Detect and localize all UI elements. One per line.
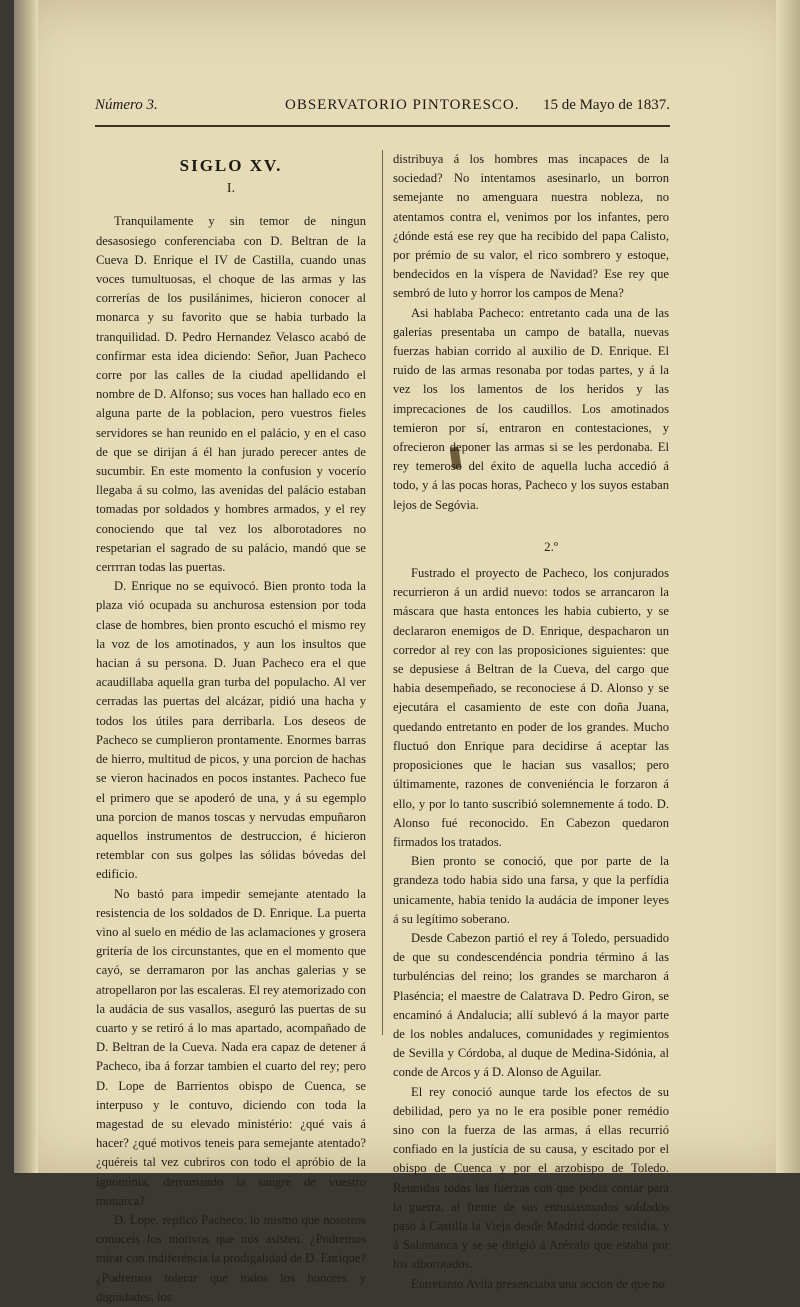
binding-edge	[14, 0, 38, 1173]
paragraph: D. Lope, replicó Pacheco, lo mismo que nosotros conoceis los motivos que nos asisten. ¿Podremos mirar con indiferéncia la prodigalidad de D. Enrique? ¿Podremos tolerar que todos los honores y dignidades, los	[96, 1212, 366, 1304]
paragraph: Bien pronto se conoció, que por parte de la grandeza todo habia sido una farsa, y que la perfídia unicamente, habia tenido la audácia de imponer leyes á su legítimo soberano.	[393, 854, 669, 926]
paragraph: No bastó para impedir semejante atentado la resistencia de los soldados de D. Enrique. La puerta vino al suelo en médio de las aclamaciones y grosera gritería de los circunstantes, que en el momento que cayó, se derramaron por las anchas galerias y se atropellaron por las escaleras. El rey atemorizado con la audácia de sus vasallos, aseguró las puertas de su cuarto y se retiró á lo mas apartado, acompañado de D. Beltran de la Cueva. Nada era capaz de detener á Pacheco, iba á forzar tambien el cuarto del rey; pero D. Lope de Barrientos obispo de Cuenca, se interpuso y le contuvo, diciendo con toda la magestad de su elevado ministério: ¿qué vais á hacer? ¿qué motivos teneis para semejante atentado? ¿quéreis tal vez cubriros con todo el apróbio de la ignominia, derramando la sangre de vuestro monarca?	[96, 886, 366, 1208]
paragraph: D. Enrique no se equivocó. Bien pronto toda la plaza vió ocupada su anchurosa estension por toda clase de hombres, bien pronto escuchó el mismo rey la voz de los amotinados, y aun los insultos que hacian á su persona. D. Juan Pacheco era el que acaudillaba aquella gran turba del populacho. Al ver cerradas las puertas del alcázar, pidió una hacha y todos los útiles para derribarla. Los deseos de Pacheco se cumplieron prontamente. Enormes barras de hierro, multitud de picos, y una porcion de hachas se vieron hacinados en pocos instantes. Pacheco fue el primero que se apoderó de una, y á su egemplo una porcion de manos toscas y nervudas empuñaron aquellos instrumentos de destruccion, é hicieron retemblar con sus golpes las sólidas bóvedas del edificio.	[96, 579, 366, 882]
paragraph: distribuya á los hombres mas incapaces de la sociedad? No intentamos asesinarlo, un borron semejante no amenguara nuestra nobleza, no atentamos contra el, venimos por los infantes, pero ¿dónde está ese rey que ha recibido del papa Calisto, por prémio de su valor, el rico sombrero y estoque, bendecidos en la víspera de Navidad? Ese rey que sembró de luto y horror los campos de Mena?	[393, 152, 669, 301]
left-column	[96, 150, 366, 1307]
right-column	[393, 150, 669, 1294]
publication-title: OBSERVATORIO PINTORESCO.	[285, 97, 520, 113]
paragraph: Fustrado el proyecto de Pacheco, los conjurados recurrieron á un ardid nuevo: todos se arrancaron la máscara que hasta entonces les habia cubierto, y se declararon enemigos de D. Enrique, despacharon un corredor al rey con las proposiciones siguientes: que se depusiese á Beltran de la Cueva, del cargo que habia desempeñado, se reconociese á D. Alonso y se ejecutára el casamiento de este con doña Juana, quedando entretanto en poder de los grandes. Mucho fluctuó don Enrique para decidirse á aceptar las proposiciones que le hacian sus vasallos; pero últimamente, razones de conveniéncia le forzaron á ello, y por lo tanto suscribió solemnemente á todo. D. Alonso fué reconocido. En Cabezon quedaron firmados los tratados.	[393, 566, 669, 849]
paragraph: Desde Cabezon partió el rey á Toledo, persuadido de que su condescendéncia pondria término á las turbuléncias del reino; los grandes se marcharon á Plaséncia; el maestre de Calatrava D. Pedro Giron, se encaminó á Andalucia; allí sublevó á la mayor parte de los nobles andaluces, comunidades y regimientos de Sevilla y Córdoba, al duque de Medina-Sidónia, al conde de Arcos y á D. Alonso de Aguilar.	[393, 930, 669, 1080]
page-edge	[776, 0, 800, 1173]
header-rule	[95, 125, 670, 127]
page-header	[95, 97, 670, 119]
chapter-number: I.	[226, 181, 236, 197]
paragraph: Asi hablaba Pacheco: entretanto cada una de las galerias presentaba un campo de batalla, nuevas fuerzas habian corrido al auxilio de D. Enrique. El ruido de las armas resonaba por todas partes, y á la vez los los lamentos de los heridos y las imprecaciones de los caudillos. Los amotinados temieron por sí, entraron en contestaciones, y ofrecieron deponer las armas si se les perdonaba. El rey temeroso del éxito de aquella lucha accedió á todo, y á las pocas horas, Pacheco y los suyos estaban lejos de Segóvia.	[393, 305, 669, 512]
issue-number: Número 3.	[95, 97, 158, 113]
column-divider	[382, 150, 383, 1035]
paragraph: Tranquilamente y sin temor de ningun desasosiego conferenciaba con D. Beltran de la Cueva D. Enrique el IV de Castilla, cuando unas voces tumultuosas, el choque de las armas y las correrías de los pusilánimes, hicieron conocer al monarca y su favorito que se habia turbado la tranquilidad. D. Pedro Hernandez Velasco acabó de confirmar esta idea diciendo: Señor, Juan Pacheco corre por las calles de la ciudad apellidando el nombre de D. Alfonso; sus voces han hallado eco en alguna parte de la poblacion, pero vuestros fieles servidores se han reunido en el palácio, y en el caso de que se dirijan á él han jurado perecer antes de sucumbir. En este momento la confusion y vocerío llegaba á su colmo, las avenidas del palácio estaban tomadas por soldados y hombres armados, y el rey conociendo que tal vez los alborotadores no respetarian el sagrado de su palácio, mandó que se cerrrran todas las puertas.	[96, 214, 366, 575]
paragraph: El rey conoció aunque tarde los efectos de su debilidad, pero ya no le era posible poner remédio sino con la fuerza de las armas, á ellas recurrió confiado en la justícia de su causa, y escitado por el obispo de Cuenca y por el arzobispo de Toledo. Reunidas todas las fuerzas con que podia contar para la guerra, al frente de sus entusiasmados soldados pasó á Castilla la Vieja desde Madrid donde residia, y á Salamanca y se se dirigió á Arévalo que estaba por los alborotados.	[393, 1084, 669, 1272]
section-title: SIGLO XV.	[179, 156, 283, 175]
chapter-number: 2.º	[544, 538, 558, 554]
issue-date: 15 de Mayo de 1837.	[542, 97, 670, 113]
paragraph: Entretanto Avila presenciaba una accion de que no	[411, 1276, 665, 1291]
